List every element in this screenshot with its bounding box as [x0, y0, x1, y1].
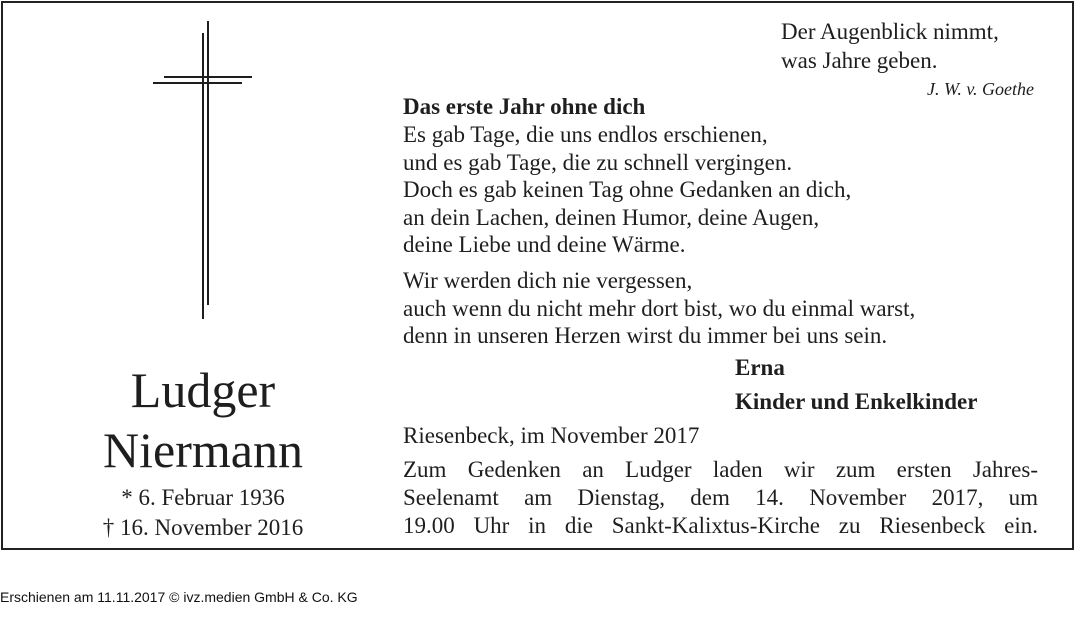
poem-title: Das erste Jahr ohne dich: [403, 94, 646, 119]
cross-icon: [153, 21, 255, 321]
poem-line: Es gab Tage, die uns endlos erschienen,: [403, 122, 768, 147]
poem-line: an dein Lachen, deinen Humor, deine Augen,: [403, 204, 820, 230]
notice-line: Zum Gedenken an Ludger laden wir zum ersten Jahres-: [403, 457, 1038, 482]
poem-line: deine Liebe und deine Wärme.: [403, 232, 686, 258]
poem-line: und es gab Tage, die zu schnell vergingen.: [403, 149, 793, 175]
deceased-last-name: Niermann: [103, 422, 303, 478]
publication-footer: Erschienen am 11.11.2017 © ivz.medien GmbH & Co. KG: [0, 589, 358, 605]
quote-line: was Jahre geben.: [781, 48, 938, 73]
poem-line: Doch es gab keinen Tag ohne Gedanken an dich,: [403, 177, 852, 203]
signature-family: Kinder und Enkelkinder: [735, 389, 978, 414]
notice-line: 19.00 Uhr in die Sankt-Kalixtus-Kirche zu Riesenbeck ein.: [403, 513, 1038, 538]
memorial-notice: [403, 456, 1038, 540]
goethe-quote: [781, 17, 999, 75]
poem-line: auch wenn du nicht mehr dort bist, wo du einmal warst,: [403, 295, 916, 321]
poem-line: denn in unseren Herzen wirst du immer bei uns sein.: [403, 323, 888, 349]
quote-line: Der Augenblick nimmt,: [781, 19, 999, 44]
notice-line: Seelenamt am Dienstag, dem 14. November 2017, um: [403, 485, 1038, 510]
deceased-first-name: Ludger: [130, 362, 276, 418]
place-date: Riesenbeck, im November 2017: [403, 423, 700, 448]
obituary-frame: [1, 1, 1074, 550]
signature-name: Erna: [735, 355, 785, 380]
poem-line: Wir werden dich nie vergessen,: [403, 268, 693, 293]
birth-date: * 6. Februar 1936: [121, 485, 285, 510]
poem-stanza-1: [403, 121, 851, 259]
death-date: † 16. November 2016: [102, 515, 304, 540]
poem-stanza-2: [403, 267, 915, 350]
quote-author: J. W. v. Goethe: [927, 79, 1034, 99]
